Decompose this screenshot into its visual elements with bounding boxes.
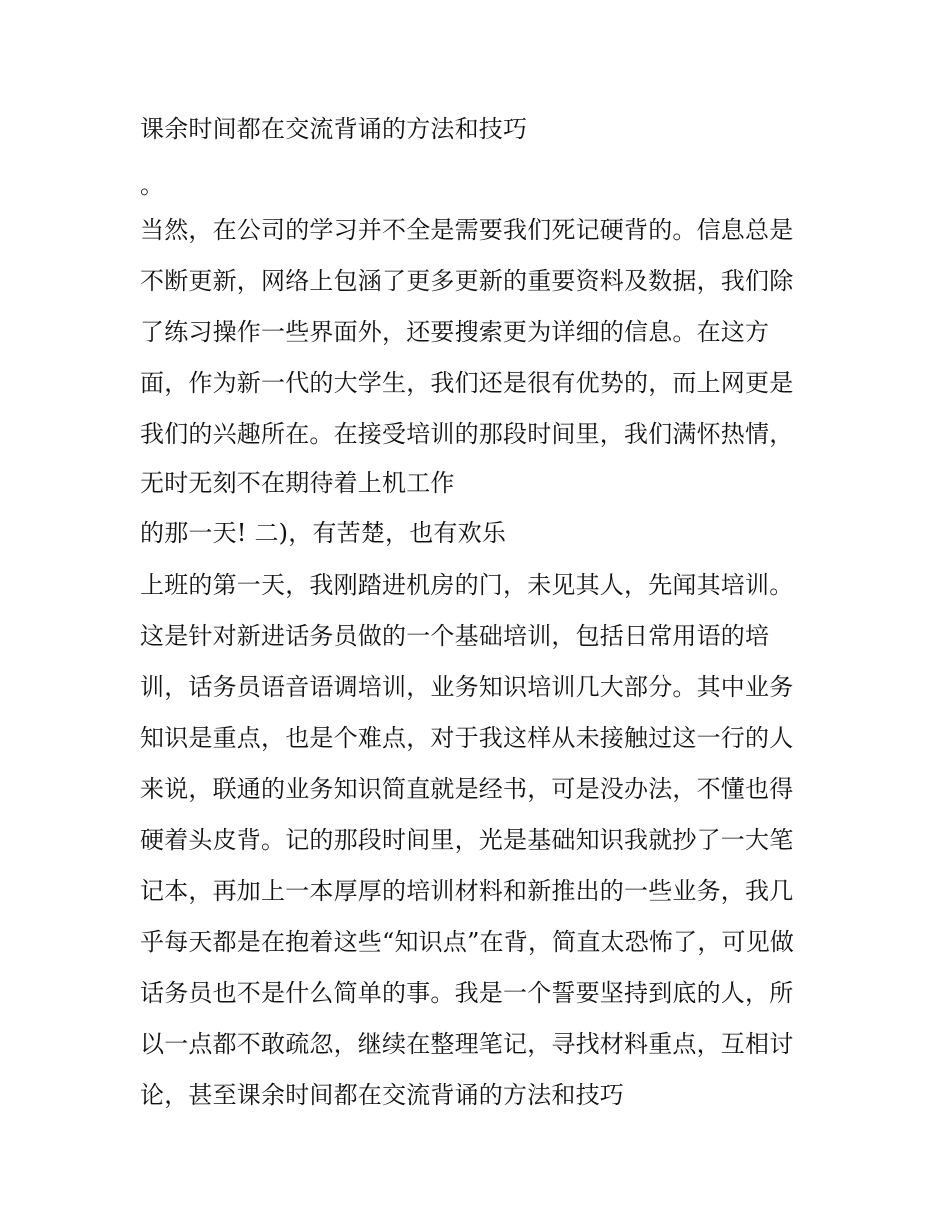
text-line: 我们的兴趣所在。在接受培训的那段时间里，我们满怀热情， <box>140 420 794 448</box>
text-line: 论，甚至课余时间都在交流背诵的方法和技巧 <box>140 1081 624 1109</box>
text-line: 话务员也不是什么简单的事。我是一个誓要坚持到底的人，所 <box>140 979 794 1007</box>
text-line: 硬着头皮背。记的那段时间里，光是基础知识我就抄了一大笔 <box>140 826 794 854</box>
text-line: 记本，再加上一本厚厚的培训材料和新推出的一些业务，我几 <box>140 877 794 905</box>
text-line: 上班的第一天，我刚踏进机房的门，未见其人，先闻其培训。 <box>140 571 794 599</box>
text-line: 不断更新，网络上包涵了更多更新的重要资料及数据，我们除 <box>140 267 794 295</box>
text-line: 以一点都不敢疏忽，继续在整理笔记，寻找材料重点，互相讨 <box>140 1030 794 1058</box>
text-line: 面，作为新一代的大学生，我们还是很有优势的，而上网更是 <box>140 369 794 397</box>
text-line: 乎每天都是在抱着这些“知识点”在背，简直太恐怖了，可见做 <box>140 928 795 956</box>
text-line: 这是针对新进话务员做的一个基础培训，包括日常用语的培 <box>140 622 770 650</box>
text-line: 。 <box>140 171 165 199</box>
text-line: 知识是重点，也是个难点，对于我这样从未接触过这一行的人 <box>140 724 794 752</box>
text-line: 当然，在公司的学习并不全是需要我们死记硬背的。信息总是 <box>140 216 794 244</box>
text-line: 来说，联通的业务知识简直就是经书，可是没办法，不懂也得 <box>140 775 794 803</box>
text-line: 了练习操作一些界面外，还要搜索更为详细的信息。在这方 <box>140 318 770 346</box>
text-line: 的那一天! 二)，有苦楚，也有欢乐 <box>140 519 507 547</box>
text-line: 训，话务员语音语调培训，业务知识培训几大部分。其中业务 <box>140 673 794 701</box>
text-line: 课余时间都在交流背诵的方法和技巧 <box>140 115 528 143</box>
text-line: 无时无刻不在期待着上机工作 <box>140 469 455 497</box>
